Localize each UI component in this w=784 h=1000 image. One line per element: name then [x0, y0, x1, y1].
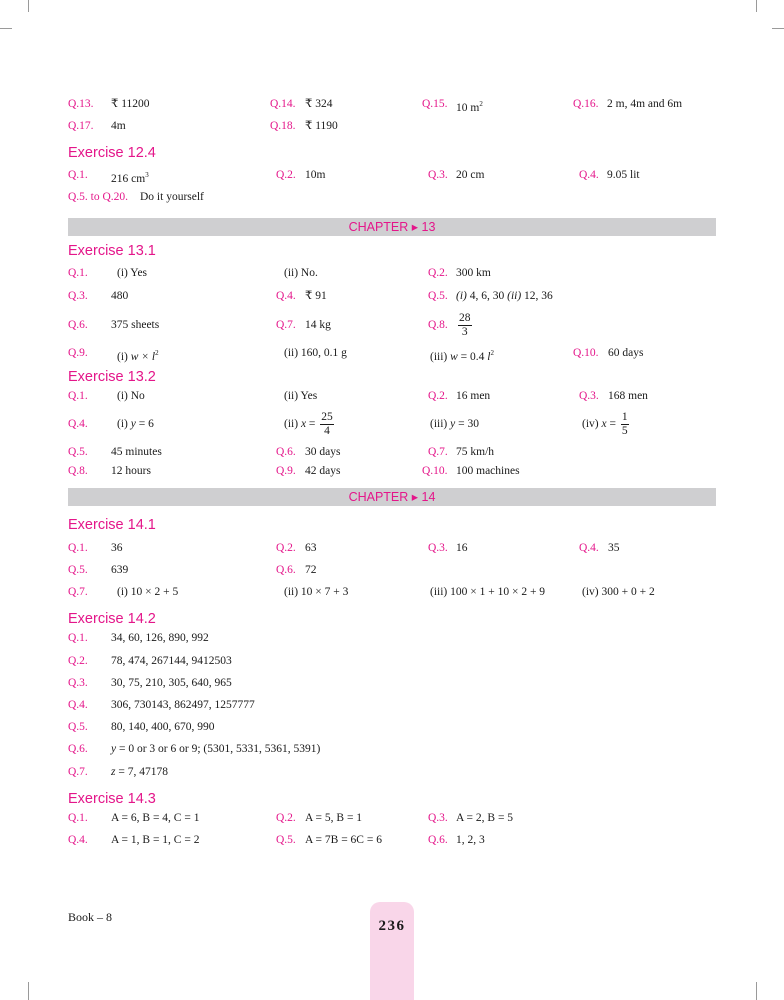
question-number: Q.2.	[68, 655, 88, 667]
answer: 16 men	[456, 390, 491, 402]
exercise-heading: Exercise 14.1	[68, 517, 156, 533]
answer: 35	[608, 542, 620, 554]
answer: 36	[111, 542, 123, 554]
answer: z = 7, 47178	[111, 766, 168, 778]
question-number: Q.3.	[68, 677, 88, 689]
answer: (iii) y = 30	[430, 418, 479, 430]
fraction-answer: (ii) x = $\frac{25}{4}$	[284, 410, 333, 437]
answer: A = 1, B = 1, C = 2	[111, 834, 200, 846]
question-number: Q.6.	[428, 834, 448, 846]
answer: A = 7B = 6C = 6	[305, 834, 382, 846]
crop-mark	[756, 982, 757, 1000]
question-number: Q.3.	[579, 390, 599, 402]
answer: 63	[305, 542, 317, 554]
question-number: Q.2.	[276, 169, 296, 181]
answer-row	[68, 286, 716, 306]
answer-row	[68, 717, 716, 737]
answer: 30 days	[305, 446, 341, 458]
answer-row	[68, 560, 716, 580]
answer-row	[68, 628, 716, 648]
answer-row	[68, 538, 716, 558]
chapter-bar: CHAPTER ▸ 14	[68, 488, 716, 506]
question-number: Q.6.	[68, 743, 88, 755]
answer: (ii) 10 × 7 + 3	[284, 586, 349, 598]
answer-row	[68, 830, 716, 850]
question-number: Q.7.	[68, 766, 88, 778]
question-number: Q.6.	[276, 564, 296, 576]
question-number: Q.4.	[276, 290, 296, 302]
exercise-heading: Exercise 12.4	[68, 145, 156, 161]
question-number: Q.2.	[428, 390, 448, 402]
answer: 168 men	[608, 390, 648, 402]
question-number: Q.15.	[422, 98, 448, 110]
crop-mark	[0, 28, 12, 29]
question-number: Q.10.	[573, 347, 599, 359]
answer: A = 5, B = 1	[305, 812, 363, 824]
answer-row	[68, 762, 716, 782]
answer: (i) y = 6	[117, 418, 154, 430]
exercise-heading: Exercise 13.2	[68, 369, 156, 385]
answer-row	[68, 461, 716, 481]
answer: (iv) 300 + 0 + 2	[582, 586, 655, 598]
question-number: Q.4.	[68, 418, 88, 430]
question-number: Q.2.	[276, 812, 296, 824]
question-number: Q.1.	[68, 632, 88, 644]
answer: (ii) Yes	[284, 390, 318, 402]
question-number: Q.3.	[428, 169, 448, 181]
answer: (ii) 160, 0.1 g	[284, 347, 347, 359]
answer-row	[68, 94, 716, 114]
answer: (i) $w \times l^2$	[117, 349, 159, 363]
question-number: Q.1.	[68, 390, 88, 402]
question-number: Q.5.	[276, 834, 296, 846]
answer: 300 km	[456, 267, 491, 279]
question-number: Q.4.	[579, 169, 599, 181]
question-number: Q.4.	[68, 699, 88, 711]
question-number: Q.5.	[68, 721, 88, 733]
answer: 14 kg	[305, 319, 331, 331]
answer: 4m	[111, 120, 126, 132]
crop-mark	[756, 0, 757, 12]
exercise-heading: Exercise 13.1	[68, 243, 156, 259]
answer: 639	[111, 564, 129, 576]
answer: 9.05 lit	[607, 169, 640, 181]
exercise-heading: Exercise 14.3	[68, 791, 156, 807]
question-number: Q.1.	[68, 542, 88, 554]
answer: (ii) No.	[284, 267, 318, 279]
answer: 45 minutes	[111, 446, 162, 458]
question-number: Q.7.	[428, 446, 448, 458]
answer: (i) Yes	[117, 267, 148, 279]
question-number: Q.9.	[276, 465, 296, 477]
question-number: Q.17.	[68, 120, 94, 132]
question-number: Q.6.	[276, 446, 296, 458]
question-number: Q.1.	[68, 169, 88, 181]
question-number: Q.9.	[68, 347, 88, 359]
answer: 375 sheets	[111, 319, 160, 331]
question-number: Q.5. to Q.20.	[68, 191, 129, 203]
page-number: 236	[378, 918, 406, 934]
answer: 20 cm	[456, 169, 485, 181]
answer: y = 0 or 3 or 6 or 9; (5301, 5331, 5361, 5391)	[111, 743, 321, 755]
answer: 60 days	[608, 347, 644, 359]
answer: (iii) 100 × 1 + 10 × 2 + 9	[430, 586, 546, 598]
answer: (i) 4, 6, 30 (ii) 12, 36	[456, 290, 553, 302]
question-number: Q.18.	[270, 120, 296, 132]
answer: 30, 75, 210, 305, 640, 965	[111, 677, 232, 689]
answer: 10 $m^2$	[456, 100, 483, 114]
question-number: Q.5.	[68, 564, 88, 576]
book-label: Book – 8	[68, 910, 113, 924]
question-number: Q.10.	[422, 465, 448, 477]
answer: 12 hours	[111, 465, 151, 477]
answer-row	[68, 739, 716, 759]
answer-row	[68, 808, 716, 828]
question-number: Q.8.	[428, 319, 448, 331]
answer: 78, 474, 267144, 9412503	[111, 655, 232, 667]
answer-row	[68, 263, 716, 283]
answer-row	[68, 116, 716, 136]
answer: 72	[305, 564, 317, 576]
answer: 80, 140, 400, 670, 990	[111, 721, 215, 733]
answer: 1, 2, 3	[456, 834, 485, 846]
question-number: Q.2.	[428, 267, 448, 279]
answer: 42 days	[305, 465, 341, 477]
fraction-answer: $\frac{28}{3}$	[459, 311, 471, 338]
answer-row	[68, 386, 716, 406]
question-number: Q.6.	[68, 319, 88, 331]
question-number: Q.7.	[68, 586, 88, 598]
fraction-answer: (iv) x = $\frac{1}{5}$	[582, 410, 628, 437]
crop-mark	[28, 0, 29, 12]
question-number: Q.4.	[579, 542, 599, 554]
question-number: Q.13.	[68, 98, 94, 110]
question-number: Q.4.	[68, 834, 88, 846]
answer: 100 machines	[456, 465, 520, 477]
chapter-bar: CHAPTER ▸ 13	[68, 218, 716, 236]
answer: Do it yourself	[140, 191, 204, 203]
page-number-tab	[370, 902, 414, 1000]
answer: A = 6, B = 4, C = 1	[111, 812, 200, 824]
answer: (iii) w = 0.4 $l^2$	[430, 349, 494, 363]
answer-row	[68, 651, 716, 671]
exercise-heading: Exercise 14.2	[68, 611, 156, 627]
question-number: Q.16.	[573, 98, 599, 110]
answer: ₹ 91	[305, 290, 327, 302]
answer-row	[68, 582, 716, 602]
answer-row	[68, 343, 716, 363]
answer-row	[68, 407, 716, 441]
question-number: Q.8.	[68, 465, 88, 477]
answer: 10m	[305, 169, 326, 181]
question-number: Q.7.	[276, 319, 296, 331]
answer: ₹ 324	[305, 98, 333, 110]
question-number: Q.3.	[428, 542, 448, 554]
question-number: Q.14.	[270, 98, 296, 110]
crop-mark	[28, 982, 29, 1000]
question-number: Q.3.	[68, 290, 88, 302]
answer: A = 2, B = 5	[456, 812, 514, 824]
question-number: Q.3.	[428, 812, 448, 824]
answer: 75 km/h	[456, 446, 495, 458]
answer: 216 $cm^3$	[111, 171, 149, 185]
answer: 480	[111, 290, 129, 302]
answer-row	[68, 308, 716, 342]
question-number: Q.1.	[68, 812, 88, 824]
answer-row	[68, 187, 716, 207]
question-number: Q.5.	[68, 446, 88, 458]
answer: 306, 730143, 862497, 1257777	[111, 699, 255, 711]
answer: ₹ 1190	[305, 120, 338, 132]
question-number: Q.1.	[68, 267, 88, 279]
answer-row	[68, 673, 716, 693]
answer: (i) 10 × 2 + 5	[117, 586, 179, 598]
question-number: Q.5.	[428, 290, 448, 302]
answer: 16	[456, 542, 468, 554]
answer-row	[68, 442, 716, 462]
answer-row	[68, 695, 716, 715]
answer: 2 m, 4m and 6m	[607, 98, 683, 110]
answer: ₹ 11200	[111, 98, 150, 110]
crop-mark	[772, 28, 784, 29]
answer: 34, 60, 126, 890, 992	[111, 632, 209, 644]
question-number: Q.2.	[276, 542, 296, 554]
answer-row	[68, 165, 716, 185]
answer: (i) No	[117, 390, 145, 402]
